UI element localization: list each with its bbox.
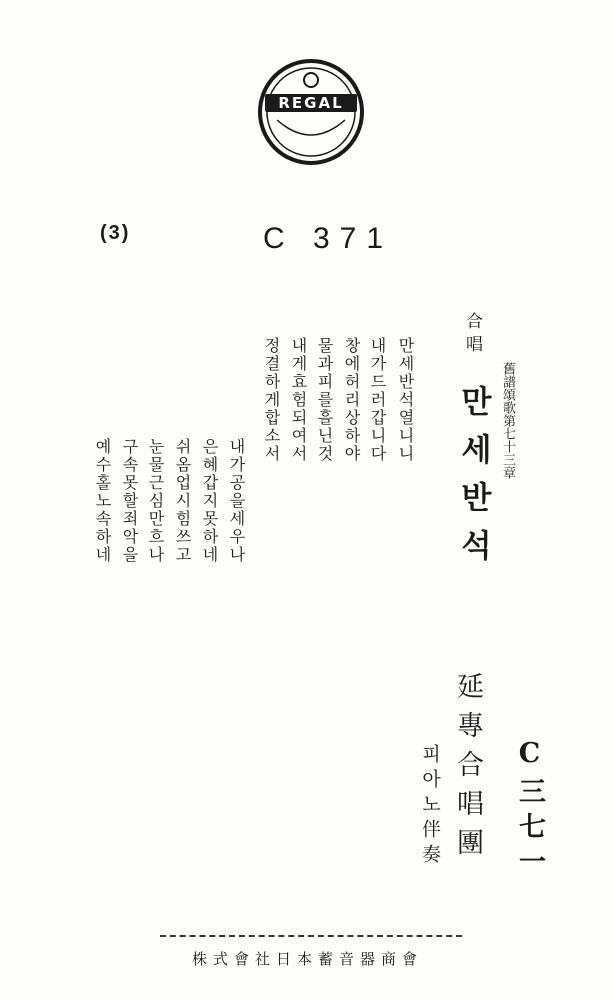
lyric-line: 은혜갑지못하네 (200, 438, 219, 564)
svg-text:REGAL: REGAL (278, 94, 344, 112)
catalog-number-cjk: C三七一 (514, 738, 545, 882)
lyric-line: 창에허리상하야 (342, 337, 361, 463)
company-name: 株式會社日本蓄音器商會 (191, 950, 423, 968)
lyric-line: 내게효험되여서 (289, 337, 308, 463)
lyric-line: 눈물근심만흐나 (146, 438, 165, 564)
lyric-line: 내가공을세우나 (227, 438, 246, 564)
regal-seal-icon (255, 58, 367, 166)
lyric-line: 구속못할죄악을 (120, 438, 139, 564)
song-title: 만세반석 (455, 385, 491, 577)
hymn-number: 舊譜頌歌第七十三章 (500, 362, 515, 479)
lyric-line: 정결하게합소서 (262, 337, 281, 463)
regal-logo (255, 58, 367, 166)
lyric-line: 쉬옴업시힘쓰고 (173, 438, 192, 564)
chorus-label: 合唱 (462, 312, 482, 358)
accompaniment: 피아노伴奏 (419, 744, 441, 869)
lyric-line: 만세반석열니니 (396, 337, 415, 463)
catalog-number: C 371 (263, 222, 394, 255)
lyric-line: 예수홀노속하네 (93, 438, 112, 564)
lyric-line: 물과피를흘닌것 (315, 337, 334, 463)
choir-name: 延專合唱團 (452, 672, 483, 867)
divider (160, 935, 462, 937)
lyric-line: 내가드러갑니다 (368, 337, 387, 463)
side-number: (3) (100, 222, 131, 244)
